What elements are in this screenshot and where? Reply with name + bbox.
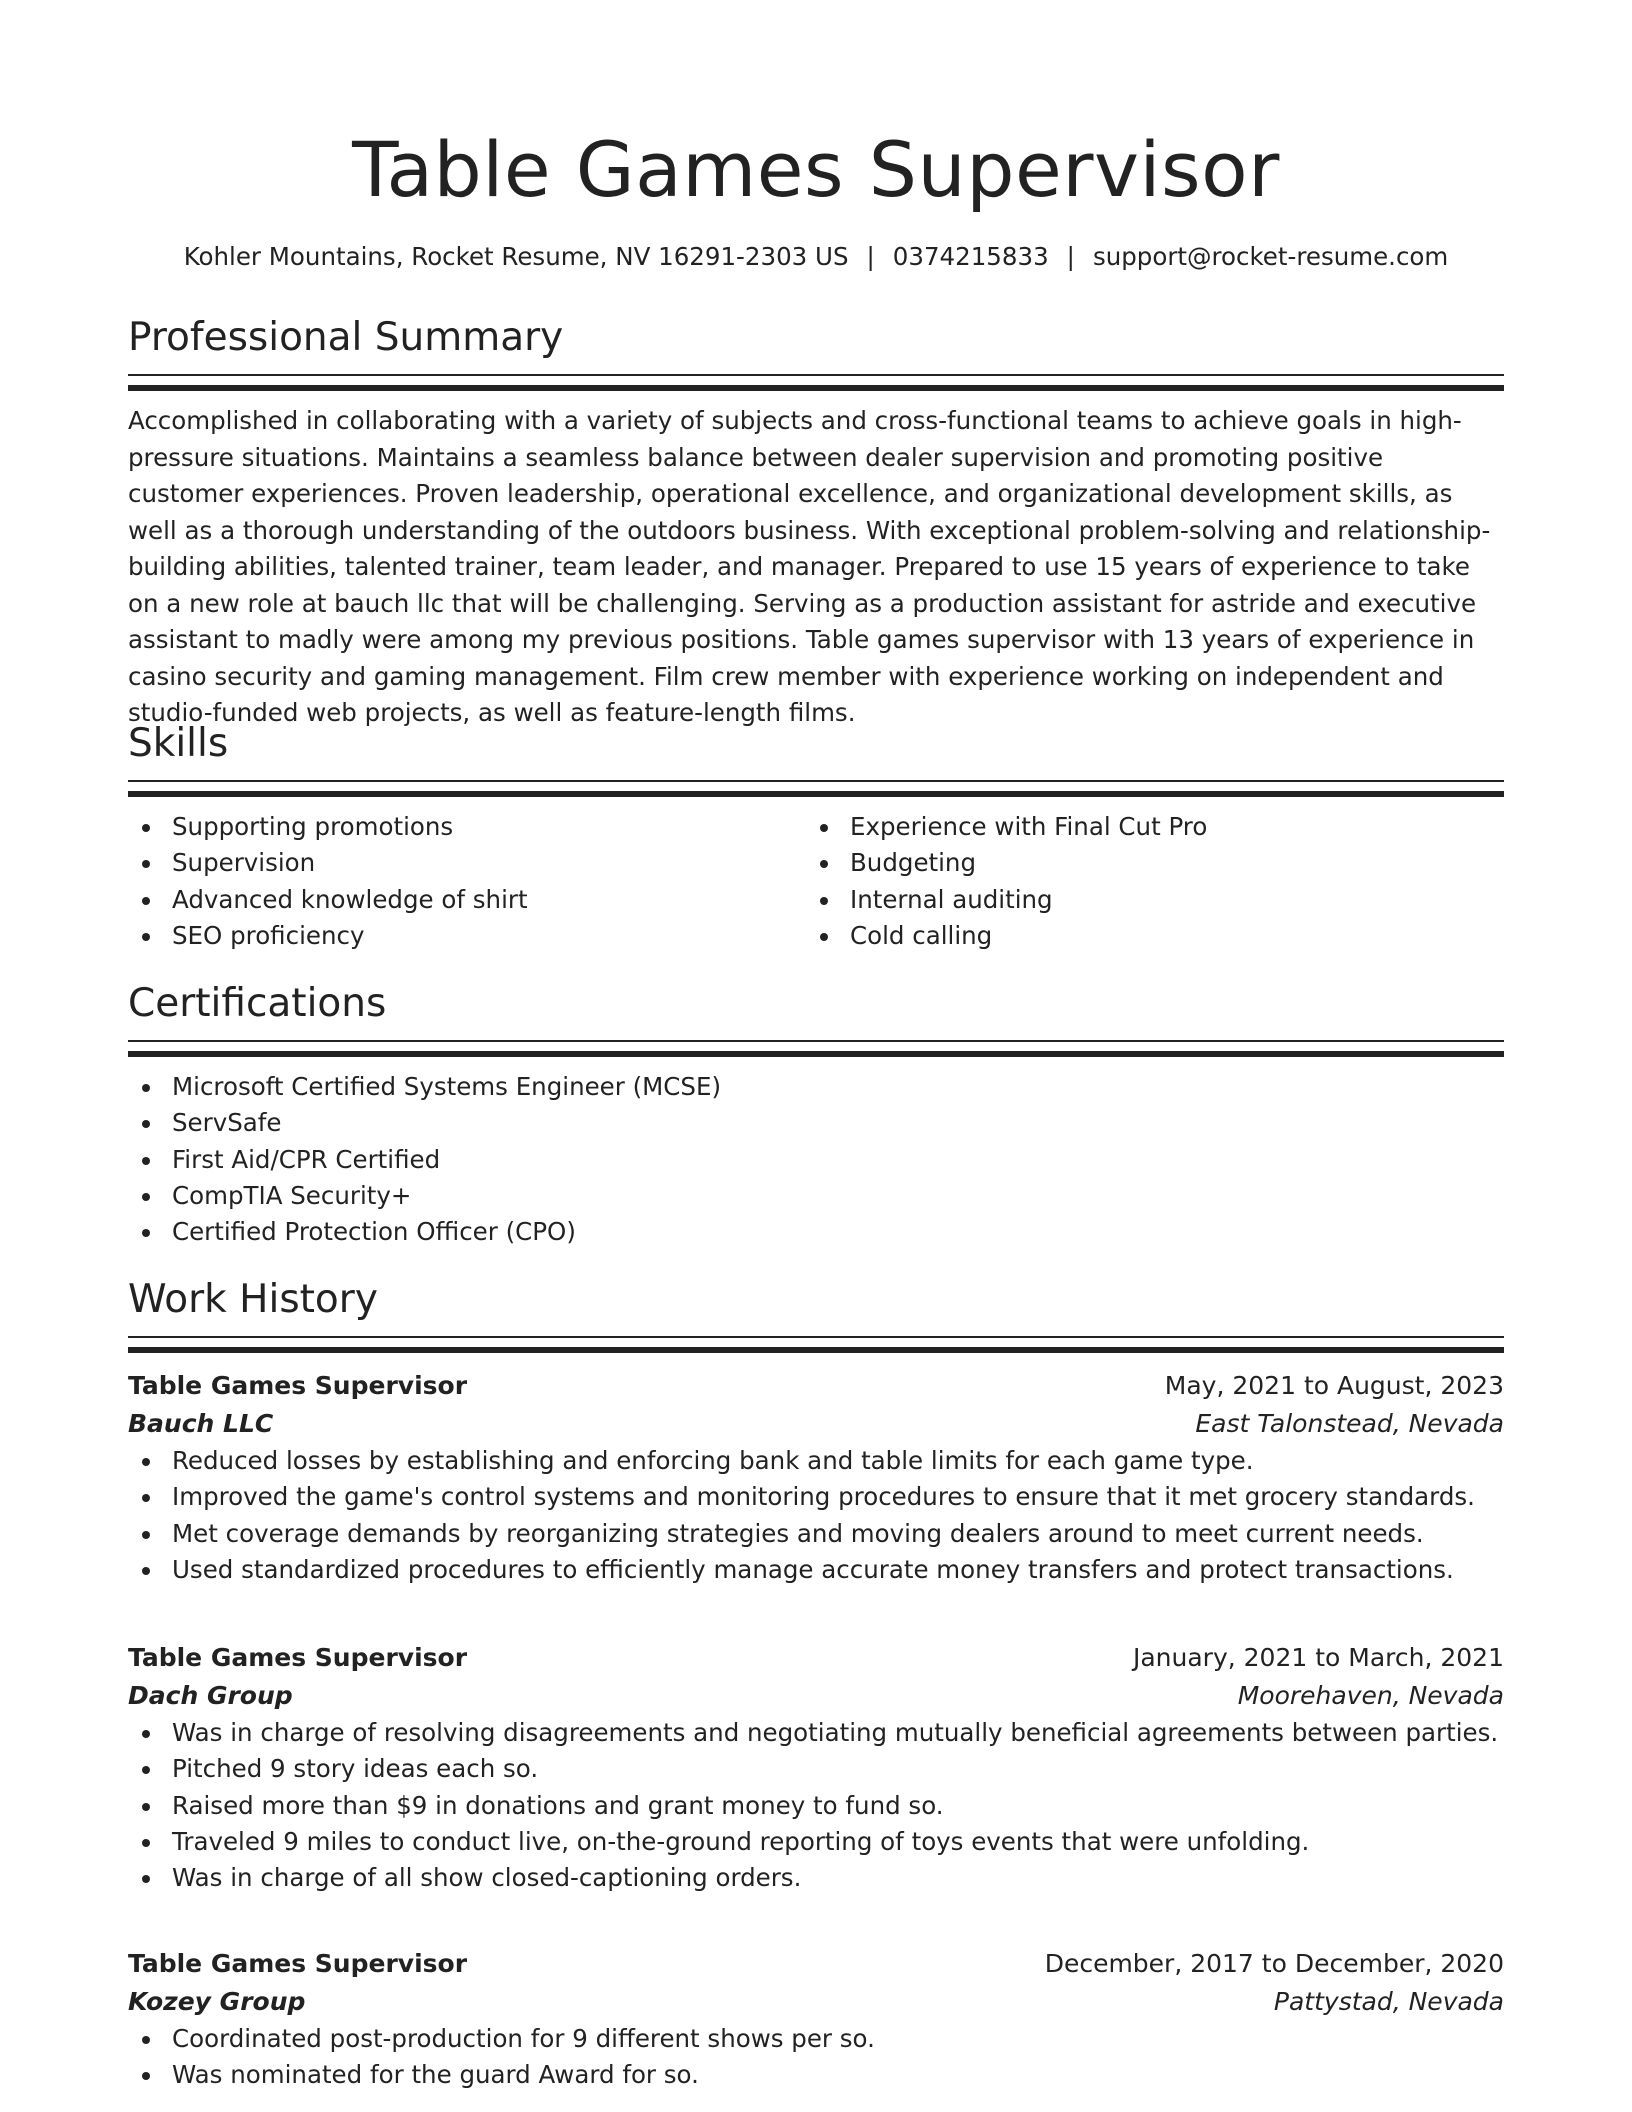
skill-item: Supporting promotions (128, 809, 806, 845)
job-header (128, 1639, 1504, 1677)
job-bullets (128, 1715, 1504, 1896)
job-bullets (128, 1443, 1504, 1588)
certification-item: Microsoft Certified Systems Engineer (MCSE) (128, 1069, 1504, 1105)
job-header (128, 1945, 1504, 1983)
job-bullet: Raised more than $9 in donations and grant money to fund so. (128, 1788, 1504, 1824)
job-title: Table Games Supervisor (128, 1949, 468, 1978)
job-dates: December, 2017 to December, 2020 (1044, 1949, 1504, 1978)
certifications-section (128, 978, 1504, 1250)
certification-item: CompTIA Security+ (128, 1178, 1504, 1214)
job-bullet: Reduced losses by establishing and enforcing bank and table limits for each game type. (128, 1443, 1504, 1479)
certifications-list (128, 1069, 1504, 1250)
job-bullets (128, 2021, 1504, 2094)
section-title-work: Work History (128, 1277, 378, 1322)
job-header (128, 1367, 1504, 1405)
summary-text: Accomplished in collaborating with a variety of subjects and cross-functional teams to achieve goals in high-pressure situations. Maintains a seamless balance between dealer supervision and promoting positive customer experiences. Proven leadership, operational excellence, and organizational development skills, as well as a thorough understanding of the outdoors business. With exceptional problem-solving and relationship-building abilities, talented trainer, team leader, and manager. Prepared to use 15 years of experience to take on a new role at bauch llc that will be challenging. Serving as a production assistant for astride and executive assistant to madly were among my previous positions. Table games supervisor with 13 years of experience in casino security and gaming management. Film crew member with experience working on independent and studio-funded web projects, as well as feature-length films. (128, 406, 1491, 727)
contact-separator: | (866, 242, 875, 271)
contact-email: support@rocket-resume.com (1092, 242, 1449, 271)
job-subheader (128, 1405, 1504, 1443)
job-company: Dach Group (128, 1681, 293, 1710)
certification-item: Certified Protection Officer (CPO) (128, 1214, 1504, 1250)
job-location: East Talonstead, Nevada (1195, 1409, 1504, 1438)
contact-phone: 0374215833 (892, 242, 1049, 271)
section-divider (128, 1040, 1504, 1057)
job-subheader (128, 1983, 1504, 2021)
job-entry (128, 1945, 1504, 2094)
skill-item: Cold calling (806, 918, 1484, 954)
job-entry (128, 1639, 1504, 1896)
certification-item: ServSafe (128, 1105, 1504, 1141)
section-divider (128, 1336, 1504, 1353)
job-bullet: Improved the game's control systems and monitoring procedures to ensure that it met grocery standards. (128, 1479, 1504, 1515)
skill-item: Advanced knowledge of shirt (128, 882, 806, 918)
job-company: Kozey Group (128, 1987, 306, 2016)
resume-name: Table Games Supervisor (352, 125, 1280, 214)
job-bullet: Coordinated post-production for 9 different shows per so. (128, 2021, 1504, 2057)
skill-item: Supervision (128, 845, 806, 881)
skills-list-right (806, 809, 1484, 954)
skills-section (128, 718, 1504, 954)
job-title: Table Games Supervisor (128, 1371, 468, 1400)
skill-item: Experience with Final Cut Pro (806, 809, 1484, 845)
contact-separator: | (1066, 242, 1075, 271)
job-bullet: Traveled 9 miles to conduct live, on-the-ground reporting of toys events that were unfolding. (128, 1824, 1504, 1860)
job-company: Bauch LLC (128, 1409, 274, 1438)
section-title-certifications: Certifications (128, 981, 387, 1026)
job-bullet: Pitched 9 story ideas each so. (128, 1751, 1504, 1787)
contact-line (128, 240, 1504, 274)
job-bullet: Met coverage demands by reorganizing strategies and moving dealers around to meet current needs. (128, 1516, 1504, 1552)
certification-item: First Aid/CPR Certified (128, 1142, 1504, 1178)
skill-item: SEO proficiency (128, 918, 806, 954)
section-title-skills: Skills (128, 721, 229, 766)
section-title-summary: Professional Summary (128, 315, 564, 360)
job-entry (128, 1367, 1504, 1588)
summary-section (128, 312, 1504, 732)
skills-column-left (128, 809, 806, 954)
job-dates: January, 2021 to March, 2021 (1132, 1643, 1504, 1672)
job-subheader (128, 1677, 1504, 1715)
resume-page (128, 0, 1504, 2090)
work-section (128, 1274, 1504, 1353)
job-bullet: Used standardized procedures to efficiently manage accurate money transfers and protect transactions. (128, 1552, 1504, 1588)
contact-address: Kohler Mountains, Rocket Resume, NV 16291-2303 US (183, 242, 849, 271)
skills-list-left (128, 809, 806, 954)
section-divider (128, 780, 1504, 797)
section-divider (128, 374, 1504, 391)
skills-column-right (806, 809, 1484, 954)
job-bullet: Was in charge of resolving disagreements and negotiating mutually beneficial agreements between parties. (128, 1715, 1504, 1751)
skill-item: Internal auditing (806, 882, 1484, 918)
job-location: Pattystad, Nevada (1273, 1987, 1504, 2016)
job-location: Moorehaven, Nevada (1237, 1681, 1504, 1710)
skill-item: Budgeting (806, 845, 1484, 881)
job-dates: May, 2021 to August, 2023 (1164, 1371, 1504, 1400)
skills-grid (128, 809, 1504, 954)
job-bullet: Was nominated for the guard Award for so. (128, 2057, 1504, 2093)
job-title: Table Games Supervisor (128, 1643, 468, 1672)
job-bullet: Was in charge of all show closed-captioning orders. (128, 1860, 1504, 1896)
